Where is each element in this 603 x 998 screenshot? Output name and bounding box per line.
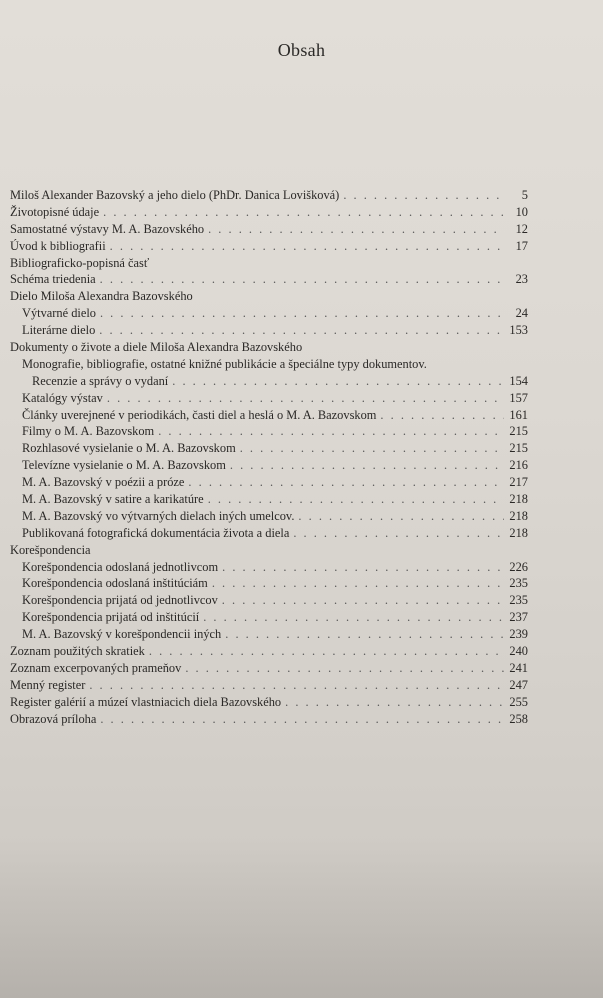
toc-entry-title: Korešpondencia odoslaná inštitúciám (22, 576, 208, 591)
toc-entry (10, 323, 528, 340)
toc-entry-page: 218 (509, 492, 528, 507)
toc-entry-title: Obrazová príloha (10, 711, 97, 726)
toc-entry-page: 12 (515, 221, 528, 236)
toc-entry (10, 644, 528, 661)
toc-entry (10, 560, 528, 577)
toc-leader-dots (185, 661, 504, 676)
toc-leader-dots (225, 627, 504, 642)
toc-entry (10, 188, 528, 205)
toc-leader-dots (285, 695, 504, 710)
toc-entry (10, 576, 528, 593)
toc-leader-dots (222, 560, 504, 575)
toc-entry (10, 543, 528, 560)
toc-entry-title: Menný register (10, 677, 86, 692)
toc-entry-title: Literárne dielo (22, 323, 96, 338)
toc-entry-title: Výtvarné dielo (22, 306, 96, 321)
toc-leader-dots (100, 306, 504, 321)
toc-entry-title: Dielo Miloša Alexandra Bazovského (10, 289, 193, 304)
page-title: Obsah (277, 40, 326, 60)
toc-entry-title: Katalógy výstav (22, 390, 103, 405)
toc-entry-title: Korešpondencia odoslaná jednotlivcom (22, 559, 219, 574)
toc-entry-title: Monografie, bibliografie, ostatné knižné publikácie a špeciálne typy dokumentov. (22, 356, 427, 371)
toc-entry-title: Dokumenty o živote a diele Miloša Alexandra Bazovského (10, 340, 303, 355)
toc-leader-dots (107, 391, 504, 406)
toc-entry-title: Zoznam použitých skratiek (10, 644, 145, 659)
toc-entry-page: 235 (509, 593, 528, 608)
toc-entry (10, 661, 528, 678)
toc-entry-title: Samostatné výstavy M. A. Bazovského (10, 221, 205, 236)
toc-entry-page: 157 (509, 390, 528, 405)
toc-entry-title: Rozhlasové vysielanie o M. A. Bazovskom (22, 441, 236, 456)
toc-entry-page: 5 (521, 188, 528, 202)
toc-entry-page: 215 (509, 424, 528, 439)
toc-entry (10, 289, 528, 306)
toc-entry-title: M. A. Bazovský v korešpondencii iných (22, 627, 222, 642)
toc-entry-title: Korešpondencia (10, 542, 91, 557)
toc-leader-dots (230, 458, 504, 473)
toc-entry (10, 306, 528, 323)
toc-entry-title: Bibliograficko-popisná časť (10, 255, 150, 270)
toc-leader-dots (100, 272, 504, 287)
toc-entry-title: Zoznam excerpovaných prameňov (10, 660, 182, 675)
toc-entry-page: 216 (509, 458, 528, 473)
toc-entry-page: 255 (509, 694, 528, 709)
toc-entry-page: 10 (515, 204, 528, 219)
toc-entry-page: 239 (509, 627, 528, 642)
toc-leader-dots (343, 188, 504, 203)
toc-entry-page: 247 (509, 677, 528, 692)
toc-entry (10, 239, 528, 256)
toc-entry-title: Články uverejnené v periodikách, časti diel a heslá o M. A. Bazovskom (22, 407, 377, 422)
toc-entry (10, 627, 528, 644)
toc-entry (10, 678, 528, 695)
toc-entry (10, 441, 528, 458)
toc-entry-page: 24 (515, 306, 528, 321)
toc-entry (10, 509, 528, 526)
toc-entry (10, 593, 528, 610)
toc-leader-dots (208, 222, 504, 237)
toc-entry (10, 408, 528, 425)
toc-entry (10, 458, 528, 475)
toc-entry (10, 526, 528, 543)
toc-entry-page: 226 (509, 559, 528, 574)
toc-entry (10, 272, 528, 289)
toc-leader-dots (99, 323, 504, 338)
toc-leader-dots (208, 492, 504, 507)
toc-entry-page: 218 (509, 525, 528, 540)
toc-entry-page: 217 (509, 475, 528, 490)
toc-entry-page: 218 (509, 508, 528, 523)
toc-entry (10, 610, 528, 627)
toc-entry (10, 256, 528, 273)
toc-leader-dots (172, 374, 504, 389)
toc-entry (10, 391, 528, 408)
toc-entry-page: 153 (509, 323, 528, 338)
toc-leader-dots (298, 509, 504, 524)
toc-entry-page: 161 (509, 407, 528, 422)
toc-entry (10, 205, 528, 222)
toc-leader-dots (203, 610, 504, 625)
toc-entry-title: Korešpondencia prijatá od inštitúcií (22, 610, 200, 625)
toc-leader-dots (149, 644, 504, 659)
toc-entry (10, 222, 528, 239)
toc-entry-page: 240 (509, 644, 528, 659)
toc-leader-dots (188, 475, 504, 490)
toc-leader-dots (222, 593, 504, 608)
toc-entry (10, 357, 528, 374)
toc-entry-page: 241 (509, 660, 528, 675)
toc-entry (10, 712, 528, 729)
toc-entry (10, 340, 528, 357)
toc-entry (10, 492, 528, 509)
toc-entry-page: 215 (509, 441, 528, 456)
toc-entry-title: Úvod k bibliografii (10, 238, 106, 253)
toc-entry (10, 374, 528, 391)
toc-entry-page: 154 (509, 373, 528, 388)
toc-entry-title: Televízne vysielanie o M. A. Bazovskom (22, 458, 226, 473)
toc-leader-dots (240, 441, 504, 456)
toc-entry-title: Korešpondencia prijatá od jednotlivcov (22, 593, 218, 608)
toc-entry-title: Životopisné údaje (10, 204, 100, 219)
toc-entry (10, 424, 528, 441)
toc-leader-dots (100, 712, 504, 727)
toc-leader-dots (293, 526, 504, 541)
toc-entry-page: 258 (509, 711, 528, 726)
toc-entry-page: 23 (515, 272, 528, 287)
toc-leader-dots (380, 408, 504, 423)
toc-entry-title: M. A. Bazovský v satire a karikatúre (22, 492, 204, 507)
toc-entry-title: Schéma triedenia (10, 272, 96, 287)
toc-entry-title: M. A. Bazovský v poézii a próze (22, 475, 185, 490)
toc-leader-dots (110, 239, 504, 254)
toc-entry (10, 695, 528, 712)
toc-entry-page: 237 (509, 610, 528, 625)
toc-leader-dots (212, 576, 504, 591)
table-of-contents (10, 188, 528, 729)
toc-leader-dots (89, 678, 504, 693)
toc-leader-dots (158, 424, 504, 439)
toc-entry-title: Recenzie a správy o vydaní (32, 373, 169, 388)
toc-entry-page: 235 (509, 576, 528, 591)
toc-entry-page: 17 (515, 238, 528, 253)
toc-entry-title: Filmy o M. A. Bazovskom (22, 424, 155, 439)
toc-entry-title: Miloš Alexander Bazovský a jeho dielo (PhDr. Danica Lovišková) (10, 188, 340, 202)
page-shadow (0, 838, 603, 998)
toc-entry (10, 475, 528, 492)
toc-entry-title: Publikovaná fotografická dokumentácia života a diela (22, 525, 290, 540)
toc-entry-title: Register galérií a múzeí vlastniacich diela Bazovského (10, 694, 282, 709)
toc-leader-dots (103, 205, 504, 220)
toc-entry-title: M. A. Bazovský vo výtvarných dielach iných umelcov. (22, 508, 295, 523)
